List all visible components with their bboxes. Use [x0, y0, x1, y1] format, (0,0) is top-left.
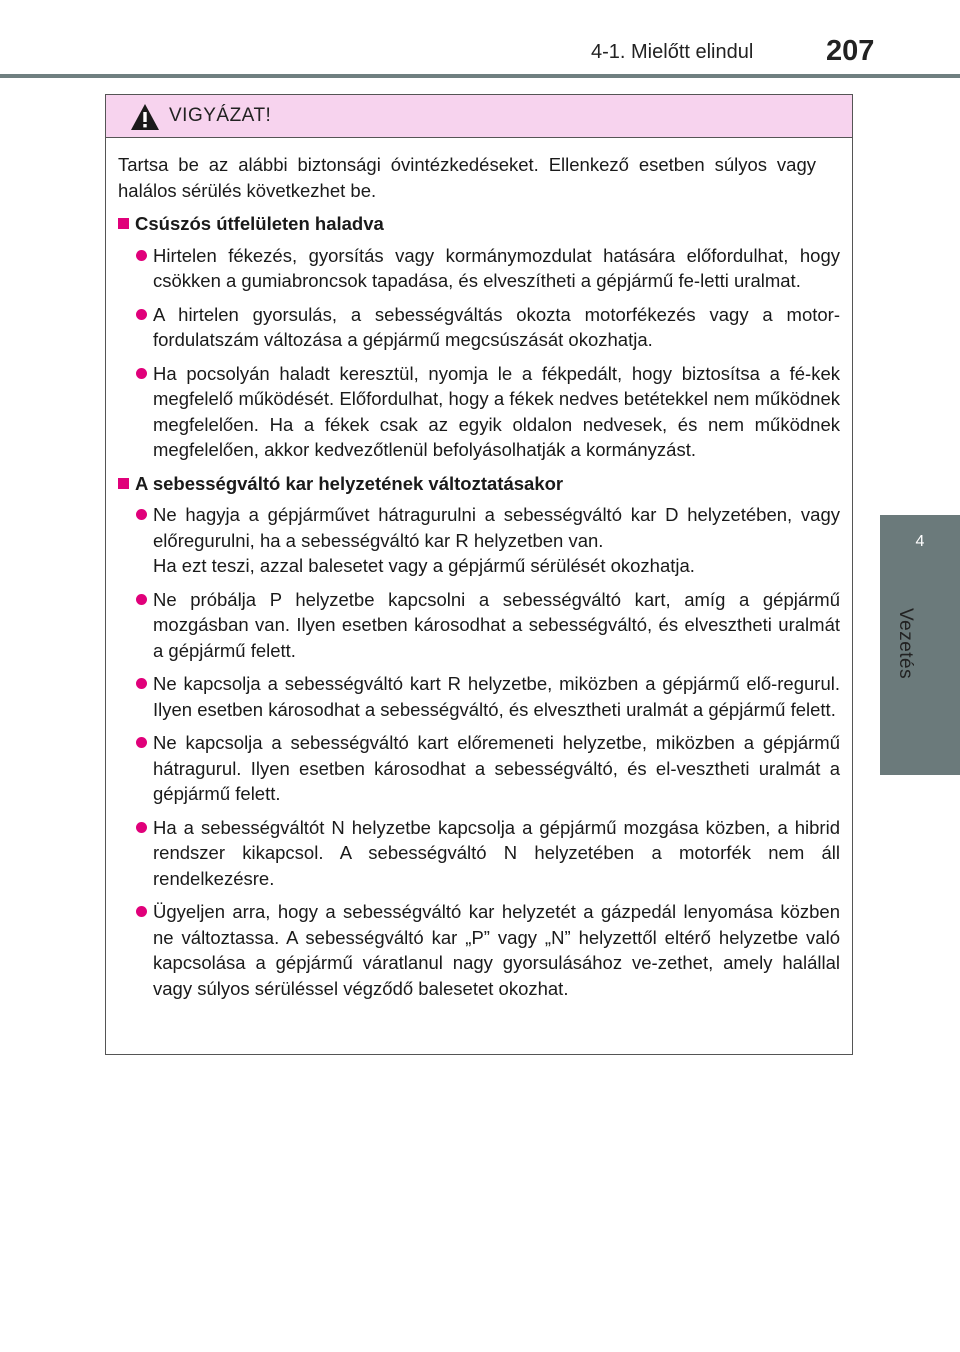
list-item: [136, 815, 840, 892]
chapter-label: Vezetés: [895, 608, 916, 680]
section-heading-text: A sebességváltó kar helyzetének változtatásakor: [135, 472, 564, 494]
list-item-text: Hirtelen fékezés, gyorsítás vagy kormánymozdulat hatására előfordulhat, hogy csökken a gumiabroncsok tapadása, és elveszítheti a gépjármű fe-letti uralmat.: [153, 244, 840, 291]
bullet-dot-icon: [136, 250, 147, 261]
list-item-text: Ne kapcsolja a sebességváltó kart előremeneti helyzetbe, miközben a gépjármű hátragurul. Ilyen esetben károsodhat a sebességváltó, és el-vesztheti uralmát a gépjármű felett.: [153, 732, 840, 804]
bullet-dot-icon: [136, 368, 147, 379]
bullet-dot-icon: [136, 822, 147, 833]
list-item-text: A hirtelen gyorsulás, a sebességváltás okozta motorfékezés vagy a motor-fordulatszám változása a gépjármű megcsúszását okozhatja.: [153, 303, 840, 350]
square-bullet-icon: [118, 478, 129, 489]
warning-header: [106, 95, 852, 138]
warning-triangle-icon: [130, 103, 160, 131]
page-number: 207: [826, 35, 875, 67]
list-item: [136, 502, 840, 579]
warning-body: [106, 138, 852, 1001]
list-item-text: Ha a sebességváltót N helyzetbe kapcsolja a gépjármű mozgása közben, a hibrid rendszer kikapcsol. A sebességváltó N helyzetében a motorfék nem áll rendelkezésre.: [153, 816, 840, 889]
bullet-dot-icon: [136, 509, 147, 520]
list-item: [136, 587, 840, 664]
list-item: [136, 671, 840, 722]
bullet-dot-icon: [136, 594, 147, 605]
section-heading: [118, 471, 840, 497]
warning-intro: Tartsa be az alábbi biztonsági óvintézkedéseket. Ellenkező esetben súlyos vagy halálos sérülés következhet be.: [118, 154, 816, 201]
square-bullet-icon: [118, 218, 129, 229]
list-item-text: Ügyeljen arra, hogy a sebességváltó kar helyzetét a gázpedál lenyomása közben ne változtassa. A sebességváltó kar „P” vagy „N” helyzettől eltérő helyzetbe való kapcsolása a gépjármű váratlanul nagy gyorsulásához ve-zethet, amely halállal vagy súlyos sérüléssel végződő balesetet okozhat.: [153, 901, 840, 999]
list-item: [136, 243, 840, 294]
section-heading: [118, 211, 840, 237]
bullet-dot-icon: [136, 906, 147, 917]
warning-title: VIGYÁZAT!: [169, 105, 272, 126]
list-item: [136, 730, 840, 807]
list-item-text: Ne próbálja P helyzetbe kapcsolni a sebességváltó kart, amíg a gépjármű mozgásban van. Ilyen esetben károsodhat a sebességváltó, és elvesztheti uralmát a gépjármű felett.: [153, 588, 840, 661]
list-item-text: Ha pocsolyán haladt keresztül, nyomja le a fékpedált, hogy biztosítsa a fé-kek megfelelő működését. Előfordulhat, hogy a fékek nedves betétekkel nem működnek megfelelően. Ha a fékek csak az egyik oldalon nedvesek, és nem működnek megfelelően, akkor kedvezőtlenül befolyásolhatják a kormányzást.: [153, 362, 840, 460]
bullet-dot-icon: [136, 309, 147, 320]
warning-box: [105, 94, 853, 1055]
chapter-tab: [880, 515, 960, 775]
list-item-main: Ne hagyja a gépjárművet hátragurulni a sebességváltó kar D helyzetében, vagy előregurulni, ha a sebességváltó kar R helyzetben van.: [153, 504, 840, 551]
chapter-number: 4: [915, 533, 925, 550]
section-title: 4-1. Mielőtt elindul: [591, 41, 754, 63]
list-item-extra: Ha ezt teszi, azzal balesetet vagy a gépjármű sérülését okozhatja.: [153, 555, 695, 576]
list-item-text: Ne kapcsolja a sebességváltó kart R helyzetbe, miközben a gépjármű elő-regurul. Ilyen esetben károsodhat a sebességváltó, és elvesztheti uralmát a gépjármű felett.: [153, 673, 840, 720]
bullet-dot-icon: [136, 737, 147, 748]
list-item: [136, 361, 840, 463]
header-rule: [0, 74, 960, 78]
list-item: [136, 899, 840, 1001]
section-heading-text: Csúszós útfelületen haladva: [135, 213, 384, 234]
list-item-text: [153, 502, 840, 579]
bullet-dot-icon: [136, 678, 147, 689]
list-item: [136, 302, 840, 353]
